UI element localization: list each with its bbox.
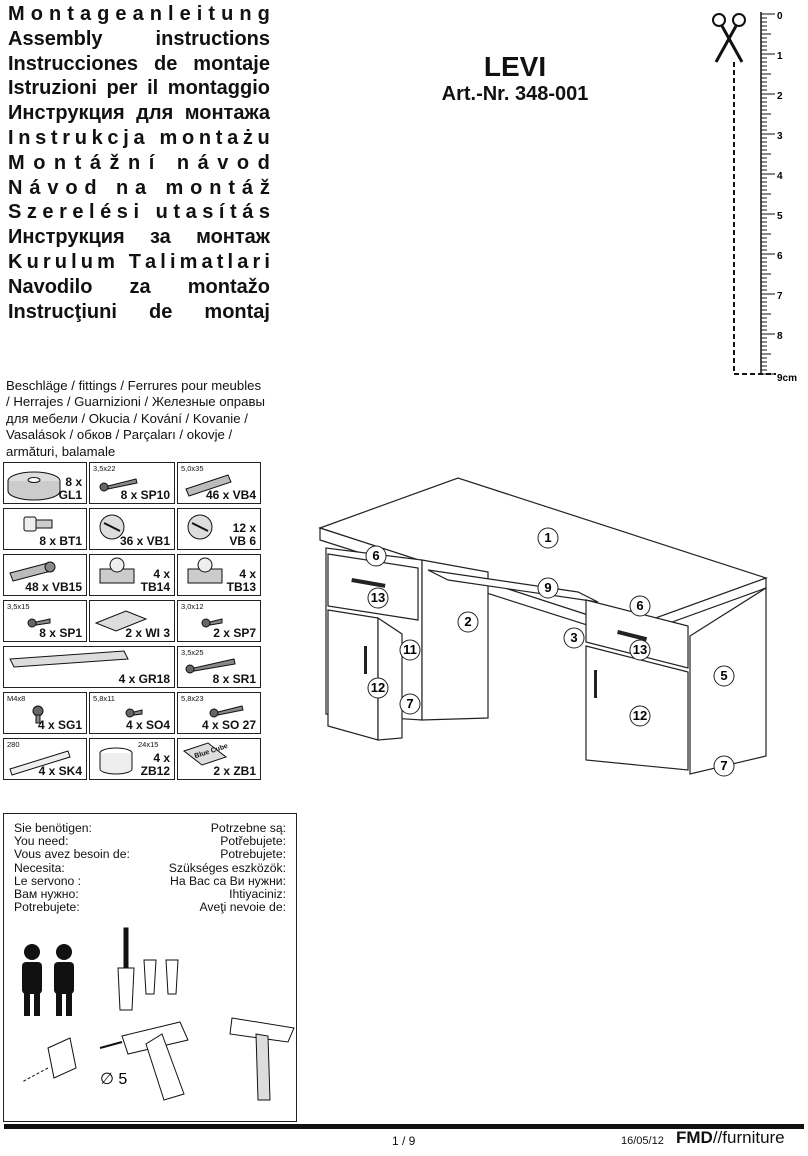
fitting-sp10 bbox=[89, 462, 175, 504]
title-fragment: o bbox=[33, 151, 46, 174]
title-fragment: M bbox=[8, 3, 25, 25]
need-label: Necesita: bbox=[14, 860, 65, 875]
desk-drawing bbox=[318, 470, 798, 800]
title-fragment: montaj bbox=[204, 300, 270, 323]
title-fragment: n bbox=[176, 151, 190, 174]
title-fragment: для bbox=[136, 102, 174, 125]
fitting-qty: 4 x SG1 bbox=[37, 718, 82, 732]
title-fragment: a bbox=[237, 250, 249, 273]
part-callout bbox=[400, 694, 420, 714]
title-fragment: a bbox=[227, 126, 239, 149]
title-fragment: l bbox=[89, 201, 95, 224]
fitting-qty: 4 x SO4 bbox=[125, 718, 170, 732]
fitting-size: M4x8 bbox=[7, 694, 26, 703]
part-number: 13 bbox=[632, 642, 648, 657]
part-callout bbox=[630, 640, 650, 660]
title-fragment: r bbox=[59, 201, 67, 224]
ruler-label: 4 bbox=[777, 171, 783, 182]
title-fragment: a bbox=[132, 3, 144, 25]
title-fragment: o bbox=[236, 151, 250, 174]
title-fragment: n bbox=[48, 3, 62, 25]
ruler-label: 0 bbox=[777, 11, 783, 22]
title-fragment: é bbox=[100, 201, 112, 224]
part-callout bbox=[400, 640, 420, 660]
title-fragment: t bbox=[215, 126, 223, 149]
title-fragment: v bbox=[47, 176, 59, 199]
title-fragment: l bbox=[168, 3, 174, 25]
fitting-qty: 4 x SO 27 bbox=[201, 718, 256, 732]
need-label: Szükséges eszközök: bbox=[168, 860, 286, 875]
part-number: 9 bbox=[544, 580, 552, 595]
title-fragment: montaje bbox=[193, 52, 270, 75]
title-fragment: l bbox=[71, 250, 77, 273]
title-fragment: á bbox=[29, 176, 41, 199]
title-fragment: Instrucciones bbox=[8, 52, 139, 75]
title-fragment: k bbox=[91, 126, 103, 149]
fitting-tb14 bbox=[89, 554, 175, 596]
ruler-label: 5 bbox=[777, 211, 783, 222]
title-fragment: e bbox=[42, 201, 54, 224]
fitting-zb1 bbox=[177, 738, 261, 780]
title-fragment: Navodilo bbox=[8, 275, 93, 298]
title-fragment: i bbox=[264, 250, 270, 273]
fitting-gl1 bbox=[3, 462, 87, 504]
fitting-size: 5,8x11 bbox=[93, 694, 115, 703]
title-line bbox=[8, 151, 270, 176]
need-label: Le servono : bbox=[14, 873, 82, 888]
fitting-size: 3,5x15 bbox=[7, 602, 30, 611]
ruler-label: 2 bbox=[777, 91, 783, 102]
screwdriver-icon bbox=[118, 928, 178, 1010]
title-fragment: i bbox=[133, 201, 140, 224]
title-line bbox=[8, 176, 270, 201]
title-fragment: ž bbox=[259, 176, 270, 199]
title-fragment: e bbox=[179, 3, 191, 25]
brand-rest: //furniture bbox=[712, 1128, 785, 1147]
fitting-size: 24x15 bbox=[138, 740, 159, 749]
product-header bbox=[430, 52, 600, 106]
part-number: 12 bbox=[632, 708, 648, 723]
title-fragment: u bbox=[80, 250, 94, 273]
title-fragment: r bbox=[62, 126, 71, 149]
title-fragment: il bbox=[147, 77, 159, 100]
hammer-icon bbox=[230, 1018, 294, 1100]
title-fragment: o bbox=[181, 126, 195, 149]
title-fragment: montažo bbox=[187, 275, 270, 298]
ruler-label: 1 bbox=[777, 51, 783, 62]
title-fragment: t bbox=[67, 3, 74, 25]
title-fragment: ż bbox=[242, 126, 253, 149]
title-fragment: m bbox=[165, 176, 184, 199]
part-number: 13 bbox=[370, 590, 386, 605]
drill-icon bbox=[100, 1022, 188, 1100]
part-callout bbox=[538, 528, 558, 548]
title-fragment: g bbox=[257, 3, 270, 25]
title-line bbox=[8, 76, 270, 101]
title-fragment: n bbox=[149, 3, 162, 25]
title-fragment: a bbox=[185, 201, 197, 224]
part-number: 6 bbox=[372, 548, 380, 563]
title-fragment: n bbox=[115, 176, 129, 199]
part-number: 2 bbox=[464, 614, 472, 629]
title-fragment: í bbox=[148, 151, 155, 174]
title-line bbox=[8, 27, 270, 52]
need-label: Vous avez besoin de: bbox=[14, 847, 130, 862]
title-fragment: N bbox=[8, 176, 23, 199]
title-fragment: instructions bbox=[155, 27, 270, 50]
fitting-sp1 bbox=[3, 600, 87, 642]
title-fragment: u bbox=[54, 250, 68, 273]
left-door bbox=[328, 610, 378, 740]
fitting-sr1 bbox=[177, 646, 261, 688]
title-fragment: m bbox=[97, 250, 115, 273]
title-fragment: M bbox=[8, 151, 25, 174]
part-number: 6 bbox=[636, 598, 644, 613]
fitting-bt1 bbox=[3, 508, 87, 550]
part-callout bbox=[538, 578, 558, 598]
title-fragment: u bbox=[257, 126, 270, 149]
title-fragment: r bbox=[252, 250, 261, 273]
title-fragment: m bbox=[179, 250, 198, 273]
title-line bbox=[8, 101, 270, 126]
brand-bold: FMD bbox=[676, 1128, 713, 1147]
fitting-size: 3,5x25 bbox=[181, 648, 204, 657]
fitting-so27 bbox=[177, 692, 261, 734]
fitting-qty: 4 x SK4 bbox=[38, 764, 82, 778]
fitting-qty: 2 x SP7 bbox=[213, 626, 256, 640]
title-line bbox=[8, 250, 270, 275]
title-fragment: u bbox=[221, 3, 234, 25]
ruler-label: 6 bbox=[777, 251, 783, 262]
title-fragment: Istruzioni bbox=[8, 77, 97, 100]
ruler-graphic bbox=[706, 4, 806, 404]
title-fragment: á bbox=[241, 176, 254, 199]
title-fragment: m bbox=[159, 126, 178, 149]
title-line bbox=[8, 200, 270, 225]
fitting-qty: 12 x VB 6 bbox=[229, 521, 256, 548]
title-fragment: a bbox=[133, 126, 145, 149]
part-callout bbox=[714, 666, 734, 686]
title-fragment: Инструкция bbox=[8, 226, 125, 249]
fitting-vb1 bbox=[89, 508, 175, 550]
fitting-qty: 8 x SP10 bbox=[120, 488, 170, 502]
fitting-vb4 bbox=[177, 462, 261, 504]
title-fragment bbox=[149, 126, 155, 151]
title-fragment: u bbox=[74, 126, 87, 149]
title-line bbox=[8, 126, 270, 151]
ruler-label: 9cm bbox=[777, 373, 798, 384]
fitting-qty: 8 x BT1 bbox=[39, 534, 82, 548]
fitting-qty: 36 x VB1 bbox=[119, 534, 170, 548]
title-fragment: de bbox=[148, 300, 173, 323]
fitting-vb6 bbox=[177, 508, 261, 550]
part-callout bbox=[564, 628, 584, 648]
title-fragment: t bbox=[216, 250, 224, 273]
part-number: 7 bbox=[720, 758, 728, 773]
title-fragment: u bbox=[26, 250, 39, 273]
fitting-wi3 bbox=[89, 600, 175, 642]
fittings-heading: Beschläge / fittings / Ferrures pour meubles / Herrajes / Guarnizioni / Железные оправы для мебели / Okucia / Kování / Kovanie / Vasalások / обков / Parçaları / okovje / armături, balamale bbox=[6, 378, 265, 459]
title-fragment: монтаж bbox=[196, 226, 270, 249]
need-label: На Вас са Ви нужни: bbox=[170, 873, 286, 888]
title-fragment: j bbox=[123, 126, 129, 149]
need-label: You need: bbox=[14, 834, 69, 849]
title-fragment: t bbox=[50, 126, 58, 149]
part-number: 12 bbox=[370, 680, 386, 695]
fitting-qty: 48 x VB15 bbox=[25, 580, 82, 594]
part-callout bbox=[366, 546, 386, 566]
need-label: Sie benötigen: bbox=[14, 821, 92, 835]
title-fragment: K bbox=[8, 250, 23, 273]
title-fragment: s bbox=[202, 201, 214, 224]
part-number: 5 bbox=[720, 668, 728, 683]
fitting-size: 280 bbox=[7, 740, 20, 749]
title-fragment: í bbox=[218, 201, 225, 224]
title-line bbox=[8, 225, 270, 250]
title-fragment: e bbox=[72, 201, 84, 224]
ruler-label: 3 bbox=[777, 131, 783, 142]
title-fragment: l bbox=[160, 250, 166, 273]
page-number: 1 / 9 bbox=[392, 1134, 416, 1148]
title-fragment: t bbox=[208, 3, 216, 25]
part-callout bbox=[458, 612, 478, 632]
title-fragment: s bbox=[116, 201, 128, 224]
title-fragment bbox=[119, 250, 125, 275]
title-fragment: i bbox=[169, 250, 176, 273]
title-fragment: de bbox=[154, 52, 178, 75]
fitting-qty: 4 x TB13 bbox=[226, 567, 256, 594]
fitting-so4 bbox=[89, 692, 175, 734]
title-fragment: за bbox=[149, 226, 171, 249]
fitting-qty: 2 x WI 3 bbox=[125, 626, 170, 640]
fitting-gr18 bbox=[3, 646, 175, 688]
tools-needed-left bbox=[14, 822, 130, 914]
title-fragment: z bbox=[26, 201, 37, 224]
title-fragment: r bbox=[42, 250, 51, 273]
title-line bbox=[8, 300, 270, 325]
two-persons-icon bbox=[22, 944, 74, 1016]
title-fragment: e bbox=[115, 3, 127, 25]
need-label: Potrebujete: bbox=[14, 900, 80, 915]
title-fragment: a bbox=[201, 250, 213, 273]
title-fragment: монтажа bbox=[184, 102, 270, 125]
title-fragment: a bbox=[79, 3, 92, 25]
title-fragment: á bbox=[89, 151, 101, 174]
measuring-ruler bbox=[706, 4, 806, 404]
fitting-qty: 8 x SR1 bbox=[212, 672, 256, 686]
title-fragment: i bbox=[196, 3, 203, 25]
fitting-zb12 bbox=[89, 738, 175, 780]
title-fragment bbox=[153, 176, 159, 201]
title-fragment: montaggio bbox=[167, 77, 270, 100]
need-label: Potrebujete: bbox=[220, 847, 286, 862]
fitting-qty: 8 x SP1 bbox=[39, 626, 82, 640]
title-fragment bbox=[145, 200, 151, 225]
title-fragment: ž bbox=[109, 151, 120, 174]
title-line bbox=[8, 52, 270, 77]
fitting-qty: 4 x GR18 bbox=[118, 672, 170, 686]
title-fragment: d bbox=[257, 151, 270, 174]
title-fragment: t bbox=[74, 151, 82, 174]
title-fragment: per bbox=[106, 77, 138, 100]
title-fragment: á bbox=[242, 201, 254, 224]
title-fragment: l bbox=[227, 250, 234, 273]
title-fragment: T bbox=[128, 250, 141, 273]
title-fragment: Инструкция bbox=[8, 102, 125, 125]
title-fragment: n bbox=[209, 176, 222, 199]
title-fragment: t bbox=[228, 176, 236, 199]
fitting-qty: 8 x GL1 bbox=[58, 475, 82, 502]
title-fragment: n bbox=[128, 151, 141, 174]
title-fragment: d bbox=[84, 176, 97, 199]
article-number: Art.-Nr. 348-001 bbox=[441, 83, 589, 105]
title-fragment: S bbox=[8, 201, 22, 224]
tools-illustration bbox=[4, 924, 298, 1114]
tape-measure-icon bbox=[22, 1038, 76, 1082]
title-fragment: t bbox=[173, 201, 181, 224]
title-fragment bbox=[163, 151, 169, 176]
part-callout bbox=[714, 756, 734, 776]
title-fragment: Instrucţiuni bbox=[8, 300, 117, 323]
tools-needed-box bbox=[3, 813, 297, 1122]
title-fragment: n bbox=[239, 3, 252, 25]
fitting-size: 5,8x23 bbox=[181, 694, 204, 703]
need-label: Potřebujete: bbox=[220, 834, 286, 849]
product-name: LEVI bbox=[483, 51, 547, 82]
title-fragment: s bbox=[258, 201, 270, 224]
fitting-vb15 bbox=[3, 554, 87, 596]
title-fragment: I bbox=[8, 126, 14, 149]
title-fragment: o bbox=[65, 176, 78, 199]
title-fragment: n bbox=[18, 126, 31, 149]
title-fragment: t bbox=[230, 201, 237, 224]
title-fragment bbox=[104, 176, 110, 201]
fitting-sk4 bbox=[3, 738, 87, 780]
part-number: 1 bbox=[544, 530, 552, 545]
fitting-sp7 bbox=[177, 600, 261, 642]
part-number: 11 bbox=[403, 642, 417, 657]
need-label: Вам нужно: bbox=[14, 887, 79, 902]
title-fragment: c bbox=[107, 126, 119, 149]
part-number: 7 bbox=[406, 696, 414, 711]
title-fragment: o bbox=[30, 3, 43, 25]
door-handle bbox=[594, 670, 597, 698]
part-number: 3 bbox=[570, 630, 578, 645]
need-label: Aveţi nevoie de: bbox=[199, 900, 286, 915]
print-date: 16/05/12 bbox=[621, 1135, 664, 1147]
ruler-label: 7 bbox=[777, 291, 783, 302]
title-fragment: u bbox=[155, 201, 168, 224]
title-line bbox=[8, 2, 270, 27]
fitting-qty: 2 x ZB1 bbox=[213, 764, 256, 778]
ruler-label: 8 bbox=[777, 331, 783, 342]
brand-logo bbox=[676, 1128, 785, 1148]
door-handle bbox=[364, 646, 367, 674]
part-callout bbox=[368, 678, 388, 698]
title-fragment: Assembly bbox=[8, 27, 103, 50]
title-fragment: n bbox=[198, 126, 212, 149]
title-fragment: a bbox=[135, 176, 147, 199]
title-fragment: á bbox=[197, 151, 209, 174]
tools-needed-right bbox=[169, 822, 286, 914]
title-fragment: v bbox=[217, 151, 229, 174]
fitting-sg1 bbox=[3, 692, 87, 734]
title-fragment: za bbox=[129, 275, 151, 298]
part-callout bbox=[630, 706, 650, 726]
scissors-icon bbox=[713, 14, 745, 62]
fitting-qty: 46 x VB4 bbox=[205, 488, 256, 502]
title-fragment: o bbox=[190, 176, 203, 199]
fitting-size: 3,5x22 bbox=[93, 464, 116, 473]
title-fragment: a bbox=[145, 250, 157, 273]
title-fragment: g bbox=[97, 3, 110, 25]
title-fragment: s bbox=[35, 126, 47, 149]
fitting-size: 3,0x12 bbox=[181, 602, 204, 611]
fitting-qty: 4 x ZB12 bbox=[140, 751, 170, 778]
blue-cube-label: Blue Cube bbox=[193, 742, 229, 761]
part-callout bbox=[368, 588, 388, 608]
need-label: Potrzebne są: bbox=[210, 821, 286, 835]
part-callout bbox=[630, 596, 650, 616]
fitting-size: 5,0x35 bbox=[181, 464, 204, 473]
title-block bbox=[8, 2, 270, 324]
title-fragment: n bbox=[53, 151, 67, 174]
title-line bbox=[8, 275, 270, 300]
fitting-qty: 4 x TB14 bbox=[140, 567, 170, 594]
fitting-tb13 bbox=[177, 554, 261, 596]
need-label: Ihtiyaciniz: bbox=[229, 887, 286, 902]
drill-bit-size: ∅ 5 bbox=[100, 1071, 128, 1088]
